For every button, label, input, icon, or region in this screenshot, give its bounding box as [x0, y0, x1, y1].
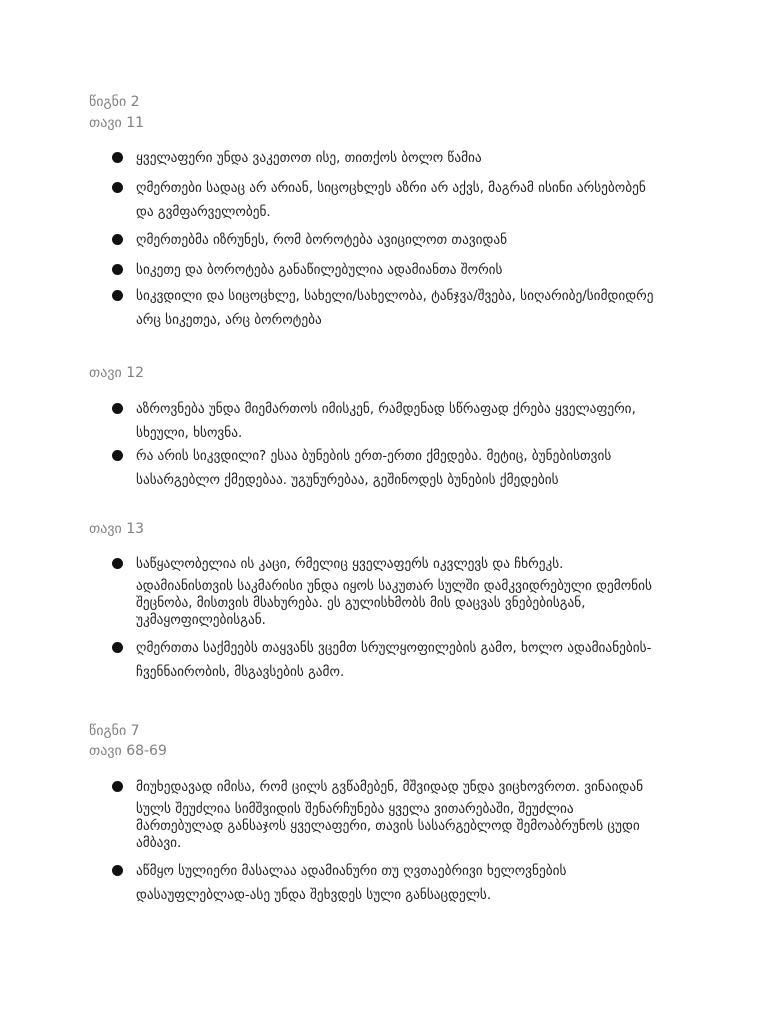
list-item	[112, 860, 692, 908]
list-item	[112, 147, 692, 177]
chapter-heading: თავი 12	[89, 365, 145, 381]
bullet-icon	[112, 152, 123, 163]
list-item	[112, 177, 692, 229]
list-item-text: სხეული, ხსოვნა.	[136, 426, 243, 441]
bullet-list	[112, 398, 692, 493]
bullet-list	[112, 147, 692, 333]
list-item-text: და გვმფარველობენ.	[136, 205, 271, 220]
list-item-text: დასაუფლებლად-ასე უნდა შეხვდეს სული განსაცდელს.	[136, 888, 492, 903]
chapter-heading: თავი 13	[89, 521, 145, 537]
list-item-text: მართებულად განსაჯოს ყველაფერი, თავის სასარგებლოდ შემოაბრუნოს ცუდი	[136, 819, 640, 834]
bullet-icon	[112, 642, 123, 653]
list-item-text: სასარგებლო ქმედებაა. უგუნურებაა, გეშინოდეს ბუნების ქმედების	[136, 473, 559, 488]
list-item-text: ღმერთები სადაც არ არიან, სიცოცხლეს აზრი არ აქვს, მაგრამ ისინი არსებობენ	[136, 181, 646, 196]
list-item	[112, 445, 692, 493]
list-item	[112, 553, 692, 637]
list-item	[112, 637, 692, 685]
bullet-icon	[112, 865, 123, 876]
list-item-text: აწმყო სულიერი მასალაა ადამიანური თუ ღვთაებრივი ხელოვნების	[136, 864, 567, 879]
bullet-icon	[112, 558, 123, 569]
bullet-icon	[112, 450, 123, 461]
bullet-icon	[112, 781, 123, 792]
list-item-text: ამბავი.	[136, 836, 182, 851]
list-item-text: რა არის სიკვდილი? ესაა ბუნების ერთ-ერთი ქმედება. მეტიც, ბუნებისთვის	[136, 449, 612, 464]
bullet-icon	[112, 234, 123, 245]
list-item	[112, 285, 692, 333]
book-heading: წიგნი 2	[89, 94, 140, 110]
list-item-text: უკმაყოფილებისგან.	[136, 613, 266, 628]
list-item	[112, 259, 692, 285]
bullet-icon	[112, 403, 123, 414]
bullet-list	[112, 776, 692, 908]
bullet-icon	[112, 182, 123, 193]
list-item-text: სიკვდილი და სიცოცხლე, სახელი/სახელობა, ტანჯვა/შვება, სიღარიბე/სიმდიდრე	[136, 289, 654, 304]
chapter-heading: თავი 11	[89, 115, 145, 131]
list-item-text: სიკეთე და ბოროტება განაწილებულია ადამიანთა შორის	[136, 263, 503, 278]
list-item	[112, 776, 692, 860]
list-item-text: ღმერთთა საქმეებს თაყვანს ვცემთ სრულყოფილების გამო, ხოლო ადამიანების-	[136, 641, 652, 656]
bullet-list	[112, 553, 692, 685]
list-item-text: ჩვენნაირობის, მსგავსების გამო.	[136, 665, 345, 680]
list-item-text: შეცნობა, მისთვის მსახურება. ეს გულისხმობს მის დაცვას ვნებებისგან,	[136, 596, 586, 611]
list-item-text: აზროვნება უნდა მიემართოს იმისკენ, რამდენად სწრაფად ქრება ყველაფერი,	[136, 402, 636, 417]
bullet-icon	[112, 290, 123, 301]
list-item	[112, 229, 692, 259]
list-item-text: სულს შეუძლია სიმშვიდის შენარჩუნება ყველა ვითარებაში, შეუძლია	[136, 802, 574, 817]
book-heading: წიგნი 7	[89, 723, 140, 739]
list-item-text: საწყალობელია ის კაცი, რმელიც ყველაფერს იკვლევს და ჩხრეკს.	[136, 557, 564, 572]
chapter-heading: თავი 68-69	[89, 743, 167, 759]
list-item	[112, 398, 692, 445]
list-item-text: ადამიანისთვის საკმარისი უნდა იყოს საკუთარ სულში დამკვიდრებული დემონის	[136, 579, 652, 594]
list-item-text: არც სიკეთეა, არც ბოროტება	[136, 313, 322, 328]
list-item-text: ღმერთებმა იზრუნეს, რომ ბოროტება ავიცილოთ თავიდან	[136, 233, 508, 248]
list-item-text: ყველაფერი უნდა ვაკეთოთ ისე, თითქოს ბოლო წამია	[136, 151, 482, 166]
bullet-icon	[112, 264, 123, 275]
list-item-text: მიუხედავად იმისა, რომ ცილს გვწამებენ, მშვიდად უნდა ვიცხოვროთ. ვინაიდან	[136, 780, 644, 795]
